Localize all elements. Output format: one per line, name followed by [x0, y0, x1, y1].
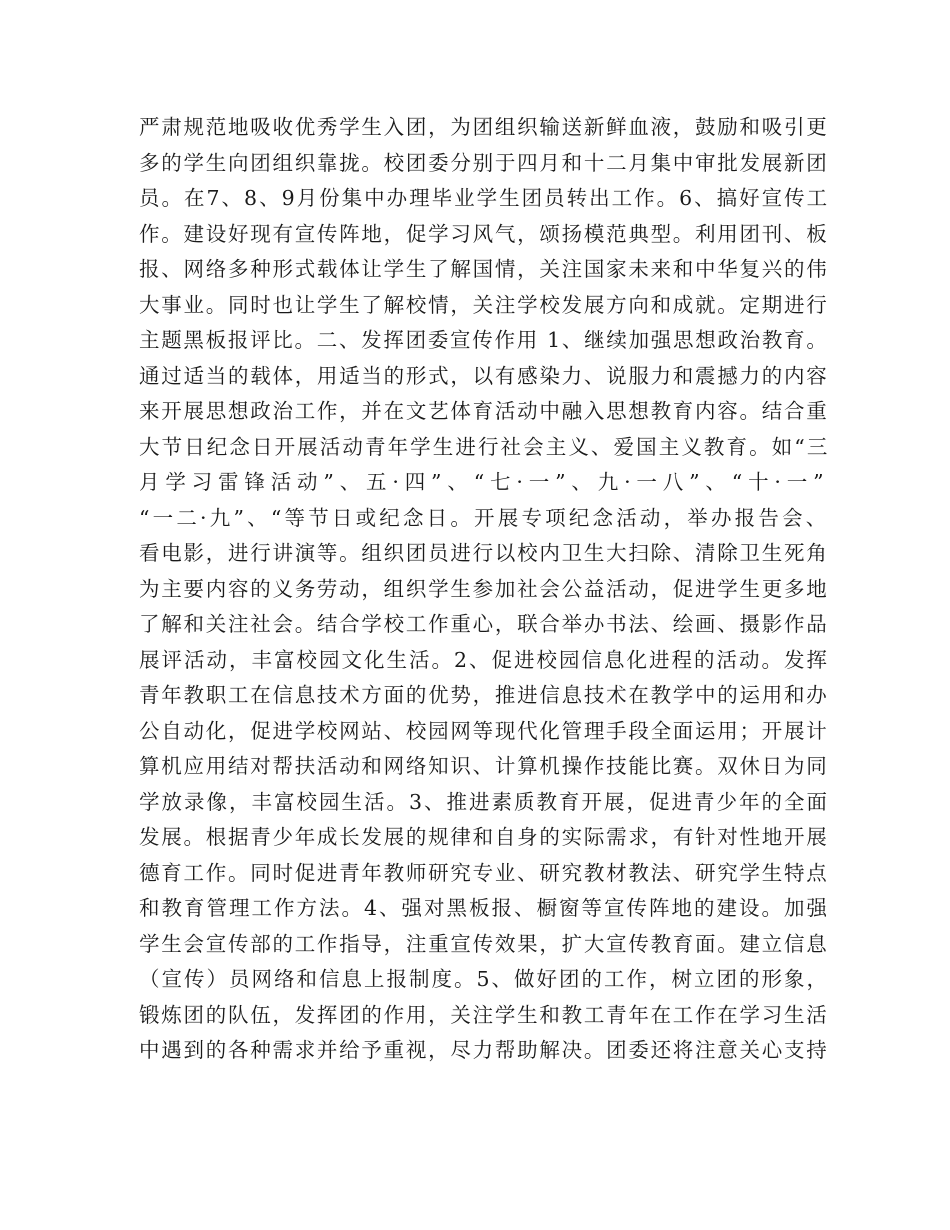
text-line: 算机应用结对帮扶活动和网络知识、计算机操作技能比赛。双休日为同: [139, 754, 829, 778]
text-line: 员。在7、8、9月份集中办理毕业学生团员转出工作。6、搞好宣传工: [139, 186, 830, 210]
text-line: 了解和关注社会。结合学校工作重心，联合举办书法、绘画、摄影作品: [139, 612, 829, 636]
text-line: 学生会宣传部的工作指导，注重宣传效果，扩大宣传教育面。建立信息: [139, 931, 829, 956]
text-line: 发展。根据青少年成长发展的规律和自身的实际需求，有针对性地开展: [139, 825, 829, 849]
text-line: 看电影，进行讲演等。组织团员进行以校内卫生大扫除、清除卫生死角: [139, 541, 829, 565]
text-line: “一二·九”、“等节日或纪念日。开展专项纪念活动，举办报告会、: [139, 505, 830, 530]
text-line: 中遇到的各种需求并给予重视，尽力帮助解决。团委还将注意关心支持: [139, 1038, 829, 1062]
text-line: 公自动化，促进学校网站、校园网等现代化管理手段全面运用；开展计: [139, 718, 829, 743]
text-line: 通过适当的载体，用适当的形式，以有感染力、说服力和震撼力的内容: [139, 363, 829, 388]
text-line: 学放录像，丰富校园生活。3、推进素质教育开展，促进青少年的全面: [139, 789, 830, 814]
text-line: 来开展思想政治工作，并在文艺体育活动中融入思想教育内容。结合重: [139, 399, 829, 423]
text-line: 德育工作。同时促进青年教师研究专业、研究教材教法、研究学生特点: [139, 860, 829, 885]
text-line: 大节日纪念日开展活动青年学生进行社会主义、爱国主义教育。如“三: [139, 434, 830, 459]
text-line: 为主要内容的义务劳动，组织学生参加社会公益活动，促进学生更多地: [139, 576, 829, 601]
text-line: 和教育管理工作方法。4、强对黑板报、橱窗等宣传阵地的建设。加强: [139, 896, 830, 920]
text-line: 青年教职工在信息技术方面的优势，推进信息技术在教学中的运用和办: [139, 683, 829, 707]
text-line: 展评活动，丰富校园文化生活。2、促进校园信息化进程的活动。发挥: [139, 647, 830, 672]
text-line: 严肃规范地吸收优秀学生入团，为团组织输送新鲜血液，鼓励和吸引更: [139, 115, 829, 139]
text-line: 主题黑板报评比。二、发挥团委宣传作用 1、继续加强思想政治教育。: [139, 328, 829, 352]
text-line: 多的学生向团组织靠拢。校团委分别于四月和十二月集中审批发展新团: [139, 150, 829, 175]
body-text: [139, 110, 829, 1069]
text-line: 大事业。同时也让学生了解校情，关注学校发展方向和成就。定期进行: [139, 292, 829, 317]
text-line: 报、网络多种形式载体让学生了解国情，关注国家未来和中华复兴的伟: [139, 257, 829, 281]
text-line: 作。建设好现有宣传阵地，促学习风气，颂扬模范典型。利用团刊、板: [139, 221, 829, 246]
text-line: （宣传）员网络和信息上报制度。5、做好团的工作，树立团的形象，: [139, 967, 830, 991]
text-line: 月学习雷锋活动”、五·四”、“七·一”、九·一八”、“十·一”: [139, 470, 830, 494]
text-line: 锻炼团的队伍，发挥团的作用，关注学生和教工青年在工作在学习生活: [139, 1002, 829, 1027]
